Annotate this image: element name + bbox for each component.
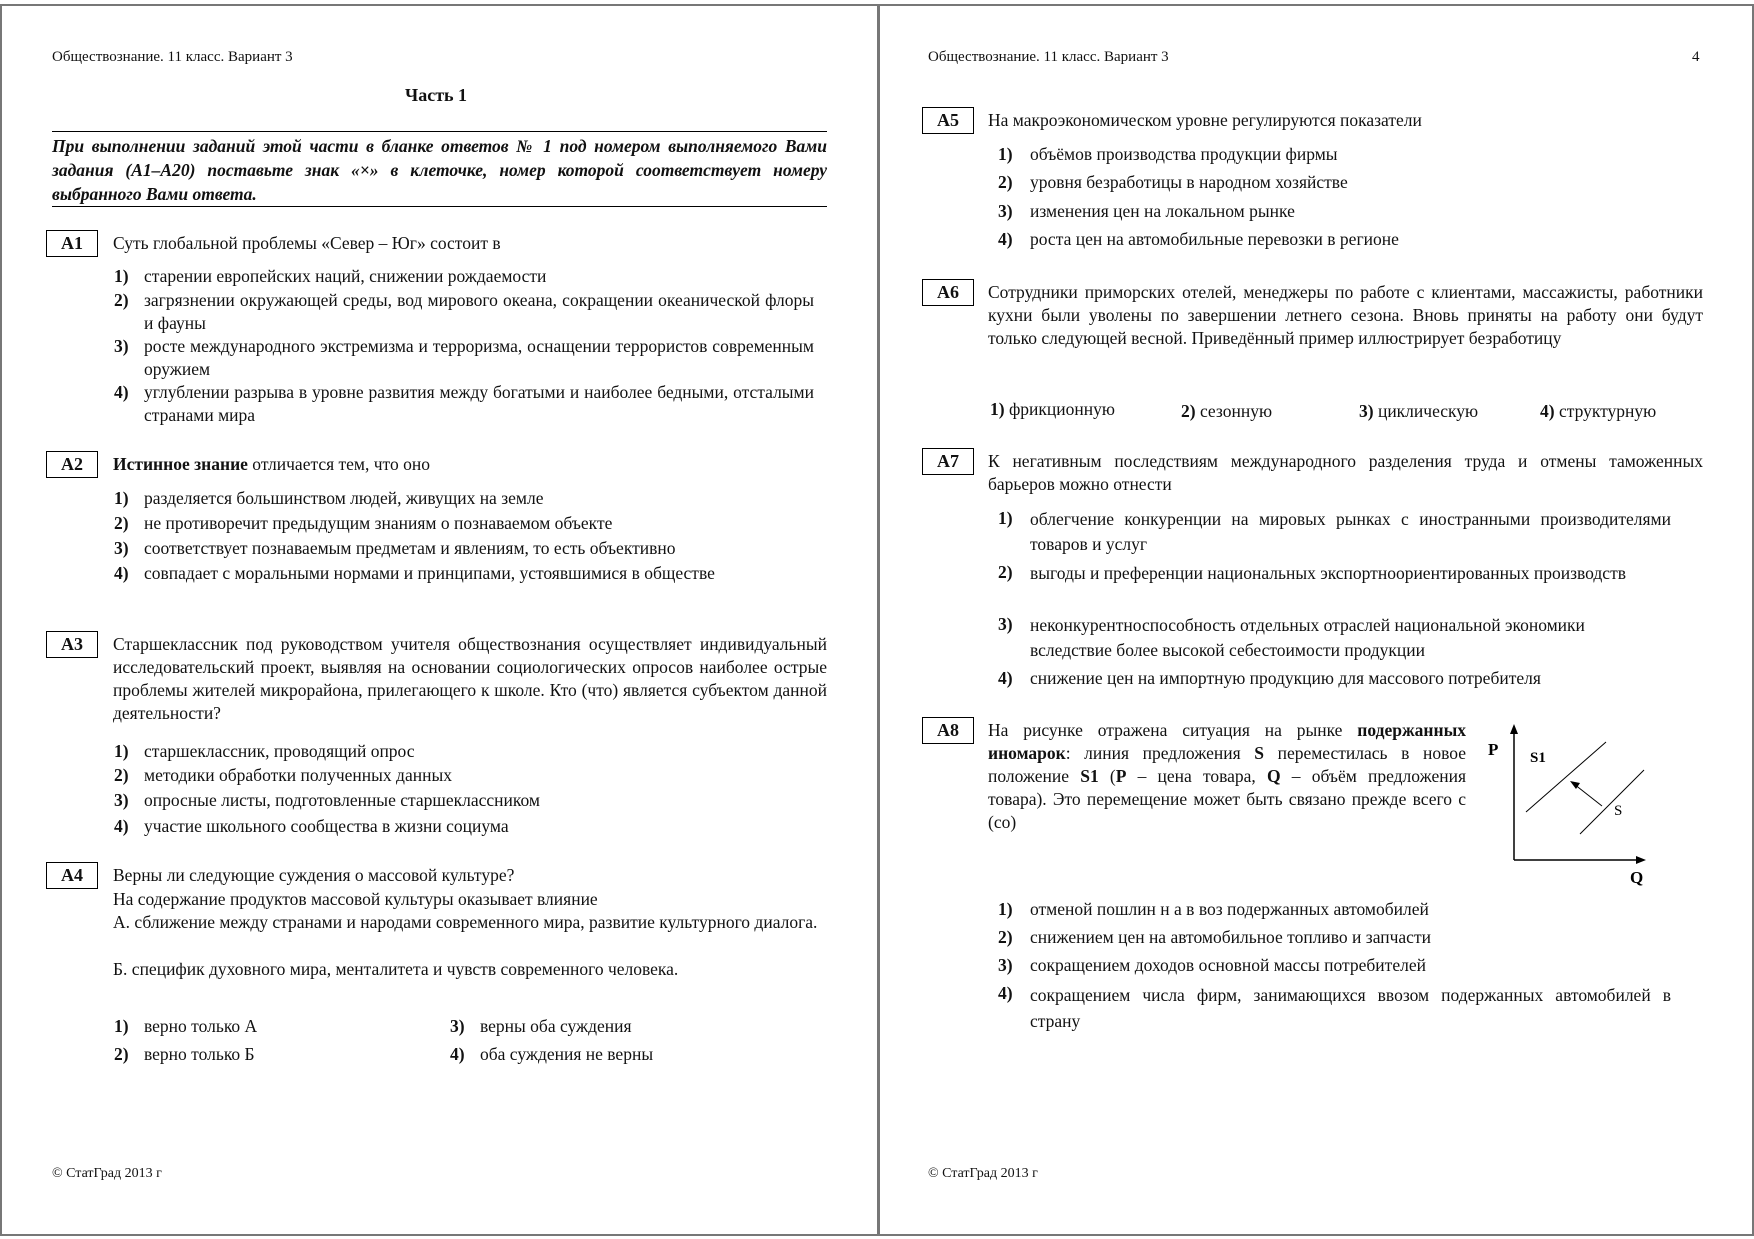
option-number: 4): [114, 382, 129, 402]
option-text: росте международного экстремизма и терроризма, оснащении террористов современным оружием: [144, 336, 814, 379]
option-a2-3[interactable]: [114, 537, 814, 560]
supply-shift-graph: [1480, 720, 1660, 895]
option-number: 2): [114, 765, 129, 785]
option-number: 2): [998, 927, 1013, 947]
option-text: роста цен на автомобильные перевозки в регионе: [1030, 229, 1399, 249]
question-number-a8: А8: [922, 717, 974, 744]
shift-arrow-shaft: [1574, 784, 1602, 806]
a8-text-part1: На рисунке отражена ситуация на рынке: [988, 720, 1358, 740]
option-number: 2): [114, 513, 129, 533]
question-text-a1: Суть глобальной проблемы «Север – Юг» состоит в: [113, 233, 501, 253]
question-number-a6: А6: [922, 279, 974, 306]
option-number: 3): [1359, 401, 1374, 421]
option-a6-4[interactable]: [1540, 400, 1656, 423]
option-a4-4[interactable]: [450, 1043, 780, 1066]
option-text: методики обработки полученных данных: [144, 765, 452, 785]
option-text: не противоречит предыдущим знаниям о познаваемом объекте: [144, 513, 613, 533]
option-number: 3): [998, 614, 1013, 634]
option-text: углублении разрыва в уровне развития между богатыми и наиболее бедными, отсталыми странами мира: [144, 382, 814, 425]
option-text: отменой пошлин н а в воз подержанных автомобилей: [1030, 899, 1429, 919]
x-axis-label: Q: [1630, 868, 1644, 887]
supply-line-s: [1580, 770, 1644, 834]
option-number: 1): [990, 399, 1005, 419]
option-number: 3): [998, 955, 1013, 975]
option-number: 1): [114, 741, 129, 761]
option-a4-1[interactable]: [114, 1015, 414, 1038]
option-number: 3): [114, 336, 129, 356]
question-number-a4: А4: [46, 862, 98, 889]
option-a2-1[interactable]: [114, 487, 814, 510]
option-number: 1): [998, 899, 1013, 919]
option-text: верно только А: [144, 1016, 258, 1036]
option-number: 2): [998, 562, 1013, 582]
part-title: Часть 1: [405, 85, 468, 105]
option-number: 1): [998, 144, 1013, 164]
option-a3-2[interactable]: [114, 764, 814, 787]
judgement-b: Б. специфик духовного мира, менталитета и чувств современного человека.: [113, 959, 679, 979]
question-text-rest: отличается тем, что оно: [247, 454, 430, 474]
option-number: 2): [114, 290, 129, 310]
option-text: сокращением доходов основной массы потребителей: [1030, 955, 1426, 975]
s-label: S: [1614, 803, 1623, 819]
a8-bold-q: Q: [1266, 766, 1281, 786]
option-text: фрикционную: [1008, 399, 1115, 419]
option-text: сокращением числа фирм, занимающихся ввозом подержанных автомобилей в страну: [1030, 985, 1671, 1031]
option-text: верны оба суждения: [480, 1016, 632, 1036]
question-text-a4-line2: На содержание продуктов массовой культуры оказывает влияние: [113, 889, 598, 909]
option-number: 3): [114, 538, 129, 558]
a8-bold-s1: S1: [1080, 766, 1099, 786]
option-text: старшеклассник, проводящий опрос: [144, 741, 415, 761]
question-text-a6: Сотрудники приморских отелей, менеджеры по работе с клиентами, массажисты, работники кухни были уволены по завершении летнего сезона. Вновь приняты на работу они будут только следующей весной. Приведённый пример иллюстрирует безработицу: [988, 282, 1703, 348]
option-text: неконкурентноспособность отдельных отраслей национальной экономики вследствие более высокой себестоимости продукции: [1030, 615, 1585, 660]
option-a6-2[interactable]: [1181, 400, 1272, 423]
a8-bold-s: S: [1254, 743, 1264, 763]
option-text: снижение цен на импортную продукцию для массового потребителя: [1030, 668, 1541, 688]
option-a7-2[interactable]: [998, 561, 1673, 609]
y-axis-arrow: [1510, 724, 1518, 734]
option-text: сезонную: [1199, 401, 1273, 421]
a8-bold-market: подержанных иномарок: [988, 720, 1466, 763]
option-number: 4): [998, 668, 1013, 688]
question-text-a5: На макроэкономическом уровне регулируются показатели: [988, 110, 1422, 130]
option-text: оба суждения не верны: [480, 1044, 654, 1064]
option-text: разделяется большинством людей, живущих на земле: [144, 488, 544, 508]
option-a8-2[interactable]: [998, 926, 1673, 949]
option-text: изменения цен на локальном рынке: [1030, 201, 1295, 221]
option-a4-3[interactable]: [450, 1015, 780, 1038]
a8-text-part4: (: [1098, 766, 1116, 786]
option-a1-4[interactable]: [114, 381, 814, 427]
a8-text-part3: переместилась в новое положение: [988, 743, 1466, 786]
option-a6-1[interactable]: [990, 398, 1115, 421]
option-number: 2): [998, 172, 1013, 192]
option-a5-3[interactable]: [998, 200, 1678, 223]
option-text: соответствует познаваемым предметам и явлениям, то есть объективно: [144, 538, 676, 558]
option-number: 1): [114, 488, 129, 508]
option-number: 3): [450, 1016, 465, 1036]
option-a7-4[interactable]: [998, 667, 1673, 690]
instruction-text: При выполнении заданий этой части в бланке ответов № 1 под номером выполняемого Вами задания (А1–А20) поставьте знак «×» в клеточке, номер которой соответствует номеру выбранного Вами ответа.: [52, 136, 827, 204]
option-a4-2[interactable]: [114, 1043, 414, 1066]
option-text: старении европейских наций, снижении рождаемости: [144, 266, 547, 286]
option-a3-1[interactable]: [114, 740, 814, 763]
right-page-footer: © СтатГрад 2013 г: [928, 1166, 1038, 1181]
s1-label: S1: [1530, 750, 1546, 766]
option-number: 4): [114, 563, 129, 583]
option-text: совпадает с моральными нормами и принципами, устоявшимися в обществе: [144, 563, 715, 583]
question-number-a2: А2: [46, 451, 98, 478]
option-text: уровня безработицы в народном хозяйстве: [1030, 172, 1348, 192]
option-text: снижением цен на автомобильное топливо и запчасти: [1030, 927, 1431, 947]
option-a2-4[interactable]: [114, 562, 814, 608]
page-number: 4: [1692, 49, 1700, 65]
right-page-header: Обществознание. 11 класс. Вариант 3: [928, 49, 1169, 65]
question-text-a3: Старшеклассник под руководством учителя обществознания осуществляет индивидуальный исследовательский проект, выявляя на основании социологических опросов наиболее острые проблемы жителей микрорайона, прилегающего к школе. Кто (что) является субъектом данной деятельности?: [113, 634, 827, 723]
option-a2-2[interactable]: [114, 512, 814, 535]
question-number-a5: А5: [922, 107, 974, 134]
a8-text-part6: – объём предложения товара). Это перемещение может быть связано прежде всего с (со): [988, 766, 1466, 832]
question-number-a1: А1: [46, 230, 98, 257]
question-bold-lead: Истинное знание: [113, 454, 248, 474]
option-a8-3[interactable]: [998, 954, 1673, 977]
option-number: 4): [998, 983, 1013, 1003]
option-number: 1): [998, 508, 1013, 528]
left-page-header: Обществознание. 11 класс. Вариант 3: [52, 49, 293, 65]
option-text: загрязнении окружающей среды, вод мирового океана, сокращении океанической флоры и фауны: [144, 290, 814, 333]
option-number: 3): [114, 790, 129, 810]
option-text: верно только Б: [144, 1044, 255, 1064]
question-number-a3: А3: [46, 631, 98, 658]
option-text: выгоды и преференции национальных экспортноориентированных производств: [1030, 563, 1626, 583]
option-number: 4): [998, 229, 1013, 249]
x-axis-arrow: [1636, 856, 1646, 864]
question-number-a7: А7: [922, 448, 974, 475]
option-number: 3): [998, 201, 1013, 221]
option-a8-1[interactable]: [998, 898, 1673, 921]
option-text: структурную: [1558, 401, 1657, 421]
option-a5-1[interactable]: [998, 143, 1678, 166]
option-a1-2[interactable]: [114, 289, 814, 335]
option-number: 1): [114, 266, 129, 286]
option-text: участие школьного сообщества в жизни социума: [144, 816, 509, 836]
option-a7-3[interactable]: [998, 613, 1673, 661]
option-text: опросные листы, подготовленные старшеклассником: [144, 790, 540, 810]
option-a3-3[interactable]: [114, 789, 814, 812]
question-text-a8: [988, 719, 1466, 834]
a8-bold-p: P: [1115, 766, 1127, 786]
option-number: 1): [114, 1016, 129, 1036]
option-number: 2): [114, 1044, 129, 1064]
question-text-a4-line1: Верны ли следующие суждения о массовой культуре?: [113, 865, 515, 885]
option-a1-3[interactable]: [114, 335, 814, 381]
option-a6-3[interactable]: [1359, 400, 1478, 423]
option-number: 4): [1540, 401, 1555, 421]
option-text: циклическую: [1377, 401, 1479, 421]
judgement-a: А. сближение между странами и народами современного мира, развитие культурного диалога.: [113, 912, 818, 932]
instruction-bottom-rule: [52, 206, 827, 207]
y-axis-label: P: [1488, 740, 1499, 759]
instruction-top-rule: [52, 131, 827, 132]
question-text-a7: К негативным последствиям международного разделения труда и отмены таможенных барьеров можно отнести: [988, 451, 1703, 494]
option-a8-4[interactable]: [998, 982, 1673, 1030]
a8-text-part5: – цена товара,: [1126, 766, 1267, 786]
option-a7-1[interactable]: [998, 507, 1673, 555]
option-text: объёмов производства продукции фирмы: [1030, 144, 1338, 164]
option-number: 2): [1181, 401, 1196, 421]
option-a1-1[interactable]: [114, 265, 814, 288]
option-a5-2[interactable]: [998, 171, 1678, 194]
question-text-a2: [113, 453, 827, 476]
option-number: 4): [114, 816, 129, 836]
option-text: облегчение конкуренции на мировых рынках с иностранными производителями товаров и услуг: [1030, 509, 1671, 554]
option-a3-4[interactable]: [114, 815, 814, 838]
left-page-footer: © СтатГрад 2013 г: [52, 1166, 162, 1181]
a8-text-part2: : линия предложения: [1065, 743, 1255, 763]
option-number: 4): [450, 1044, 465, 1064]
option-a5-4[interactable]: [998, 228, 1678, 251]
